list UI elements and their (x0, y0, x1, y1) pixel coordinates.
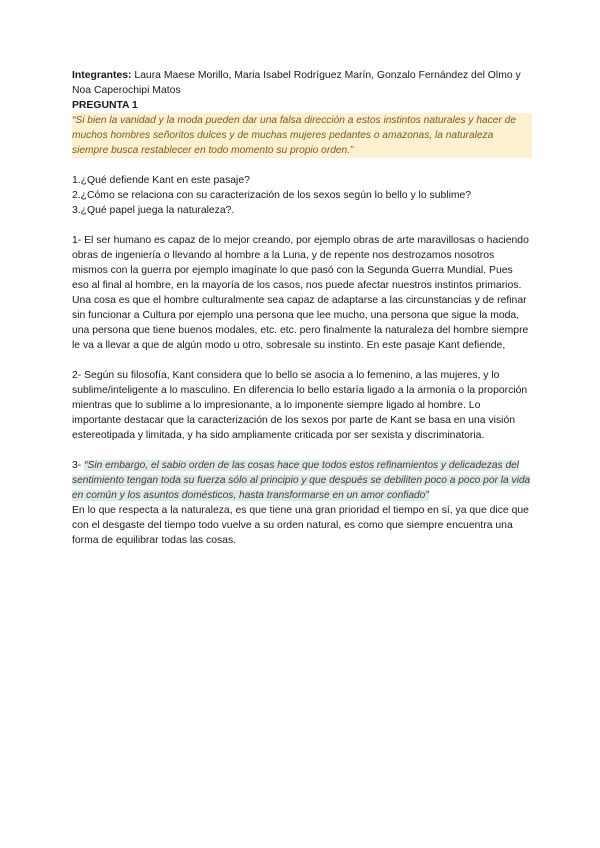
section-title: PREGUNTA 1 (72, 100, 138, 111)
answer-1: 1- El ser humano es capaz de lo mejor creando, por ejemplo obras de arte maravillosas o haciendo obras de ingeniería o llevando al hombre a la Luna, y de repente nos destrozamos nosotros mismos con la guerra por ejemplo imagínate lo que pasó con la Segunda Guerra Mundial. Pues eso al final al hombre, en la mayoría de los casos, nos puede afectar nuestros instintos primarios. Una cosa es que el hombre culturalmente sea capaz de adaptarse a las circunstancias y de refinar sin funcionar a Cultura por ejemplo una persona que lee mucho, una persona que sigue la moda, una persona que tiene buenos modales, etc. etc. pero finalmente la naturaleza del hombre siempre le va a llevar a que de algún modo u otro, sobresale su instinto. En este pasaje Kant defiende, (72, 235, 529, 351)
members-names: Laura Maese Morillo, Maria Isabel Rodríguez Marín, Gonzalo Fernández del Olmo y Noa Caperochipi Matos (72, 70, 521, 96)
answer-3-label: 3- (72, 460, 85, 471)
question-item: 3.¿Qué papel juega la naturaleza?. (72, 205, 235, 216)
highlighted-quote: “Si bien la vanidad y la moda pueden dar una falsa dirección a estos instintos naturales y hacer de muchos hombres señoritos dulces y de muchas mujeres pedantes o amazonas, la naturaleza siempre busca restablecer en todo momento su propio orden.” (72, 113, 532, 158)
answer-3-quote: “Sin embargo, el sabio orden de las cosas hace que todos estos refinamientos y delicadezas del sentimiento tengan toda su fuerza sólo al principio y que después se debiliten poco a poco por la vida en común y los asuntos domésticos, hasta transformarse en un amor confiado” (72, 460, 531, 501)
answer-3-text: En lo que respecta a la naturaleza, es que tiene una gran prioridad el tiempo en sí, ya que dice que con el desgaste del tiempo todo vuelve a su orden natural, es como que siempre encuentra una forma de equilibrar todas las cosas. (72, 505, 529, 546)
members-line (72, 68, 532, 98)
answer-2: 2- Según su filosofía, Kant considera que lo bello se asocia a lo femenino, a las mujeres, y lo sublime/inteligente a lo masculino. En diferencia lo bello estaría ligado a la armonía o la proporción mientras que lo sublime a lo impresionante, a lo imponente siempre ligado al hombre. Lo importante destacar que la caracterización de los sexos por parte de Kant se basa en una visión estereotipada y limitada, y ha sido ampliamente criticada por ser sexista y discriminatoria. (72, 370, 528, 441)
question-item: 1.¿Qué defiende Kant en este pasaje? (72, 175, 250, 186)
members-label: Integrantes: (72, 70, 132, 81)
document-body (72, 68, 532, 548)
question-list (72, 173, 532, 218)
answer-3-quote-block (72, 458, 532, 503)
question-item: 2.¿Cómo se relaciona con su caracterización de los sexos según lo bello y lo sublime? (72, 190, 472, 201)
